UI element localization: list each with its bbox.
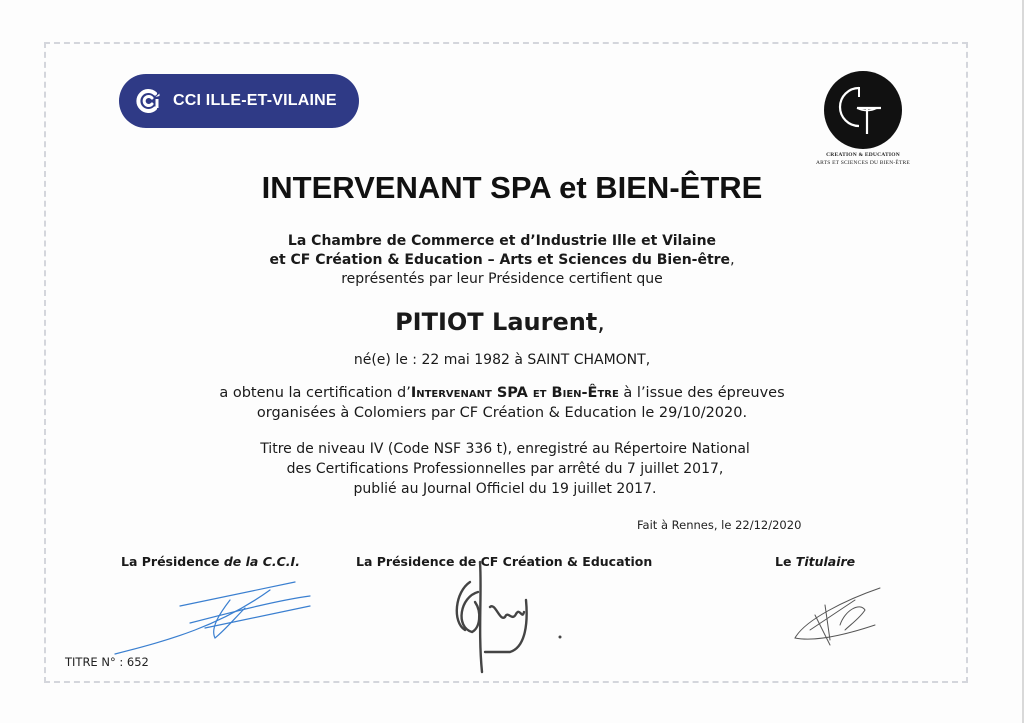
certificate-title: INTERVENANT SPA et BIEN-ÊTRE (261, 170, 763, 205)
titre-number: TITRE N° : 652 (65, 655, 149, 669)
cci-name: CCI ILLE-ET-VILAINE (173, 92, 337, 109)
signature-cf-icon (450, 552, 570, 680)
signature-label-cci-italic: de la C.C.I. (223, 554, 300, 569)
intro-line-1: La Chambre de Commerce et d’Industrie Ille et Vilaine (287, 233, 717, 249)
certification-line-1 (0, 383, 1004, 403)
cf-caption-line2: ARTS ET SCIENCES DU BIEN-ÊTRE (816, 160, 910, 166)
intro-line-2 (0, 251, 1004, 270)
signature-label-cf: La Présidence de CF Création & Education (356, 554, 653, 569)
cci-badge (119, 74, 359, 128)
recipient-name-text: PITIOT Laurent (395, 308, 598, 336)
signature-label-titulaire (775, 554, 855, 569)
certification-suffix: à l’issue des épreuves (618, 385, 785, 401)
certification-name: Intervenant SPA et Bien-Être (410, 385, 619, 401)
cf-caption-line1: CREATION & EDUCATION (826, 152, 900, 158)
signature-label-cci-text: La Présidence (121, 554, 224, 569)
certification-line-2: organisées à Colomiers par CF Création & Education le 29/10/2020. (256, 405, 748, 421)
recipient-name (0, 308, 1000, 336)
place-date: Fait à Rennes, le 22/12/2020 (637, 518, 802, 532)
intro-line-2-suffix: , (730, 252, 735, 268)
signature-label-cci (121, 554, 300, 569)
level-line-3: publié au Journal Officiel du 19 juillet 2017. (353, 481, 657, 497)
intro-block (0, 232, 1004, 289)
cf-caption (790, 151, 936, 167)
cci-logo-icon (135, 87, 163, 115)
signature-titulaire-icon (785, 580, 885, 650)
intro-line-3: représentés par leur Présidence certifient que (341, 271, 663, 287)
cf-monogram-icon (823, 70, 903, 150)
signature-label-titulaire-text: Le (775, 554, 796, 569)
signature-label-titulaire-italic: Titulaire (795, 554, 856, 569)
certification-block (0, 383, 1004, 423)
level-line-2: des Certifications Professionnelles par arrêté du 7 juillet 2017, (286, 461, 724, 477)
level-block (0, 439, 1010, 499)
level-line-1: Titre de niveau IV (Code NSF 336 t), enregistré au Répertoire National (260, 441, 750, 457)
recipient-birth: né(e) le : 22 mai 1982 à SAINT CHAMONT, (353, 352, 651, 368)
certification-prefix: a obtenu la certification d’ (219, 385, 411, 401)
recipient-name-suffix: , (597, 308, 605, 336)
signature-cci-icon (110, 578, 320, 658)
intro-line-2-text: et CF Création & Education – Arts et Sciences du Bien-être (269, 252, 731, 268)
